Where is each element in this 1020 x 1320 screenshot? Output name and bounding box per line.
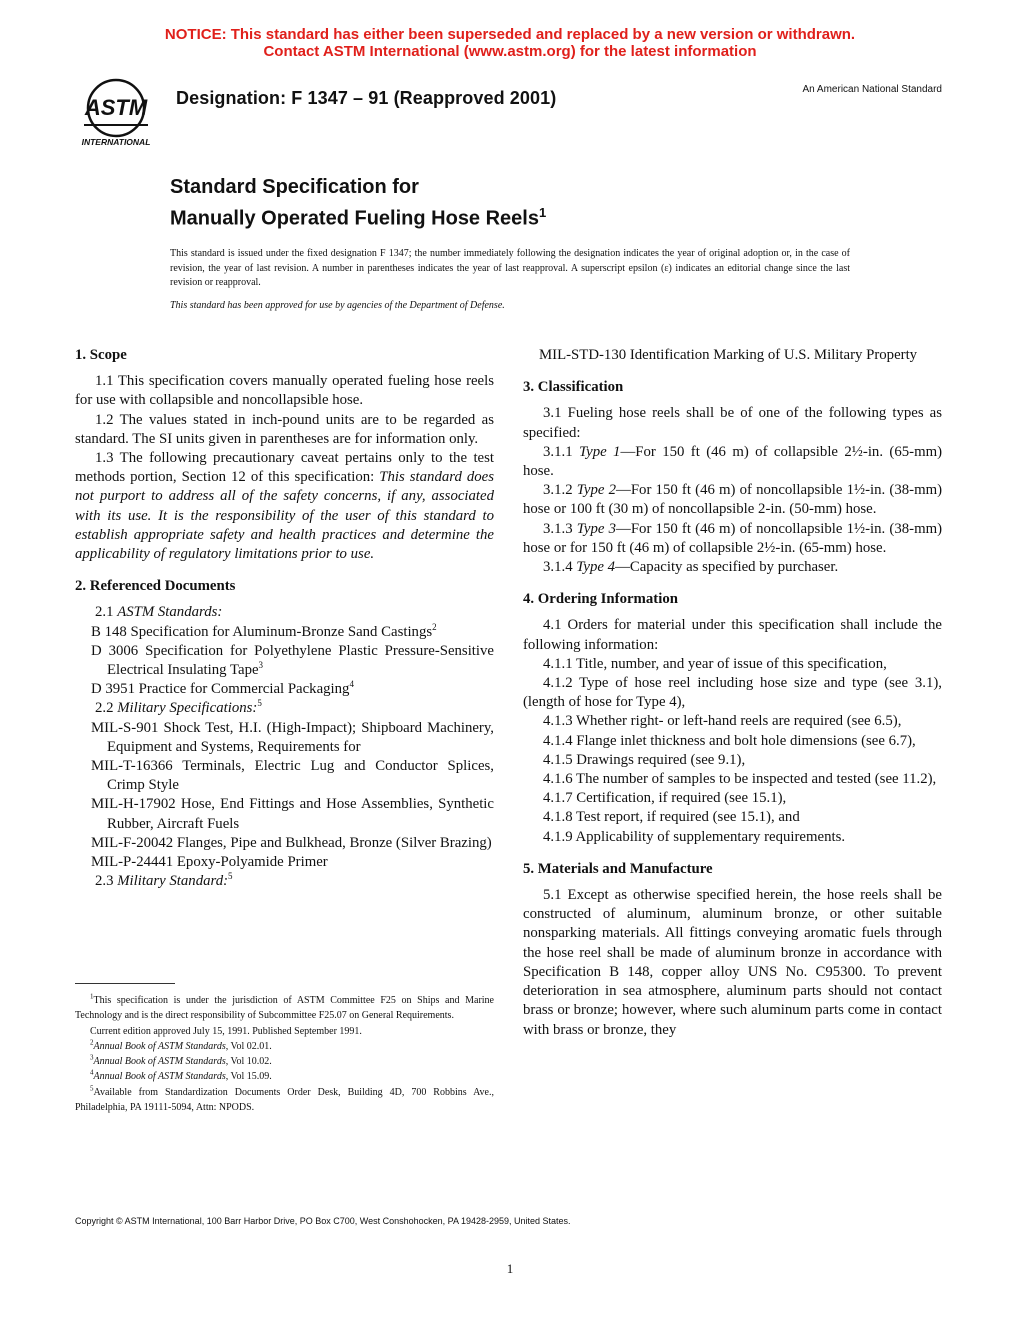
ref-mil-p-24441: MIL-P-24441 Epoxy-Polyamide Primer [91,854,328,871]
list-item: 4.1.3 Whether right- or left-hand reels are required (see 6.5), [543,713,902,730]
type-2-label: Type 2 [576,482,617,499]
ref-b148-text: B 148 Specification for Aluminum-Bronze Sand Castings [91,623,433,640]
list-item: 4.1.5 Drawings required (see 9.1), [543,751,746,768]
type-3-label: Type 3 [576,520,617,537]
type-4-text: —Capacity as specified by purchaser. [615,559,839,576]
footnote-2 [75,1039,494,1054]
type-2-text: —For 150 ft (46 m) of noncollapsible 1½-in. (38-mm) hose or 100 ft (30 m) of noncollapsible 2-in. (50-mm) hose. [523,482,943,518]
safety-caveat: This standard does not purport to address all of the safety concerns, if any, associated with its use. It is the responsibility of the user of this standard to establish appropriate safety and health practices and determine the applicability of regulatory limitations prior to use. [75,469,494,563]
subsection-2-1-num: 2.1 [95,604,118,621]
ref-b148 [75,623,494,642]
footnote-1 [75,993,494,1024]
ref-mil-h-17902: MIL-H-17902 Hose, End Fittings and Hose Assemblies, Synthetic Rubber, Aircraft Fuels [91,796,494,832]
footnote-5 [75,1085,494,1116]
subsection-2-2-label: Military Specifications: [117,700,258,717]
paragraph-1-1: 1.1 This specification covers manually operated fueling hose reels for use with collapsible and noncollapsible hose. [75,373,494,409]
astm-logo-icon [70,78,162,150]
type-2-num: 3.1.2 [543,482,577,499]
section-heading-classification: 3. Classification [523,379,624,396]
section-heading-ordering: 4. Ordering Information [523,591,678,608]
footnote-3-text: , Vol 10.02. [225,1056,272,1068]
subsection-2-3-sup: 5 [228,871,233,882]
ref-b148-sup: 2 [432,621,437,632]
footnote-1b: Current edition approved July 15, 1991. Published September 1991. [90,1025,362,1037]
subsection-2-3-label: Military Standard: [117,873,229,890]
ref-mil-s-901: MIL-S-901 Shock Test, H.I. (High-Impact); Shipboard Machinery, Equipment and Systems, Requirements for [91,719,494,755]
type-1-text: —For 150 ft (46 m) of collapsible 2½-in. (65-mm) hose. [523,443,943,480]
footnote-5-text: Available from Standardization Documents Order Desk, Building 4D, 700 Robbins Ave., Philadelphia, PA 19111-5094, Attn: NPODS. [75,1086,494,1114]
ref-d3006-sup: 3 [258,660,264,671]
page-number: 1 [506,1261,514,1276]
designation: Designation: F 1347 – 91 (Reapproved 2001) [176,88,557,108]
left-column [75,346,494,891]
type-1-label: Type 1 [579,443,621,460]
title-line-1: Standard Specification for [170,176,419,198]
footnote-1-text: This specification is under the jurisdiction of ASTM Committee F25 on Ships and Marine Technology and is the direct responsibility of Subcommittee F25.07 on General Requirements. [75,995,494,1022]
title-line-2-text: Manually Operated Fueling Hose Reels [170,207,539,230]
subsection-2-2-sup: 5 [257,698,262,709]
type-1-num: 3.1.1 [543,443,579,460]
ref-d3951 [75,680,494,699]
footnote-3 [75,1054,494,1069]
paragraph-1-3-lead: 1.3 The following precautionary caveat pertains only to the test methods portion, Section 12 of this specification: [75,450,494,486]
ref-mil-std-130: MIL-STD-130 Identification Marking of U.S. Military Property [539,347,918,363]
list-item: 4.1.8 Test report, if required (see 15.1), and [543,809,800,826]
title-footnote-ref: 1 [538,205,547,220]
footnote-5-mark: 5 [90,1084,94,1093]
footnote-2-mark: 2 [90,1038,94,1047]
ref-d3951-sup: 4 [349,679,354,690]
footnote-2-text: , Vol 02.01. [225,1040,272,1052]
section-heading-materials: 5. Materials and Manufacture [523,860,713,877]
footnote-3-mark: 3 [90,1053,94,1062]
notice-line-2: Contact ASTM International (www.astm.org) for the latest information [263,43,757,60]
notice-banner [0,26,1020,60]
type-1 [523,443,942,481]
footnote-4-text: , Vol 15.09. [225,1071,272,1083]
page-title [170,174,546,232]
paragraph-5-1: 5.1 Except as otherwise specified herein, the hose reels shall be constructed of aluminum, aluminum bronze, or other suitable nonsparking materials. All fittings conveying aromatic fuels through the hose reel shall be made of aluminum bronze in accordance with Specification B 148, copper alloy UNS No. C95300. To prevent deterioration in sea atmosphere, aluminum parts should not contact brass or bronze; however, where such aluminum parts come in contact with brass or bronze, they [523,887,942,1038]
list-item: 4.1.9 Applicability of supplementary requirements. [543,828,846,845]
subsection-2-1 [75,603,494,622]
paragraph-1-2: 1.2 The values stated in inch-pound units are to be regarded as standard. The SI units given in parentheses are for information only. [75,411,494,447]
ref-d3006 [75,642,494,680]
logo-subtext: INTERNATIONAL [81,137,151,147]
footnote-3-label: Annual Book of ASTM Standards [93,1056,226,1068]
footnote-2-label: Annual Book of ASTM Standards [93,1040,226,1052]
list-item: 4.1.4 Flange inlet thickness and bolt hole dimensions (see 6.7), [543,732,916,749]
issued-statement: This standard is issued under the fixed designation F 1347; the number immediately following the designation indicates the year of original adoption or, in the case of revision, the year of last revision. A number in parentheses indicates the year of last reapproval. A superscript epsilon (ε) indicates an editorial change since the last revision or reapproval. [170,248,850,288]
section-heading-scope: 1. Scope [75,347,127,363]
ref-d3951-text: D 3951 Practice for Commercial Packaging [91,681,350,698]
list-item: 4.1.1 Title, number, and year of issue of this specification, [543,655,887,672]
subsection-2-1-label: ASTM Standards: [117,604,223,621]
footnote-1-mark: 1 [90,992,94,1001]
footnote-4-mark: 4 [90,1069,94,1078]
footnotes [75,993,494,1115]
list-item: 4.1.6 The number of samples to be inspected and tested (see 11.2), [543,771,937,788]
type-3-num: 3.1.3 [543,520,577,537]
subsection-2-3-num: 2.3 [95,873,118,890]
footnote-divider [75,983,175,984]
ref-d3006-text: D 3006 Specification for Polyethylene Plastic Pressure-Sensitive Electrical Insulating Tape [91,642,494,679]
section-heading-referenced: 2. Referenced Documents [75,578,236,595]
list-item: 4.1.7 Certification, if required (see 15.1), [543,790,787,807]
logo-text: ASTM [84,95,148,120]
national-standard-label: An American National Standard [802,84,942,95]
ref-mil-t-16366: MIL-T-16366 Terminals, Electric Lug and Conductor Splices, Crimp Style [91,758,494,794]
paragraph-1-3 [75,449,494,564]
type-2 [523,481,942,519]
paragraph-3-1: 3.1 Fueling hose reels shall be of one of the following types as specified: [523,405,942,441]
title-line-2 [170,200,546,232]
subsection-2-3 [75,872,494,891]
type-4-label: Type 4 [576,559,616,576]
approved-statement: This standard has been approved for use by agencies of the Department of Defense. [170,300,505,311]
subsection-2-2 [75,699,494,718]
right-column [523,346,942,1040]
copyright: Copyright © ASTM International, 100 Barr Harbor Drive, PO Box C700, West Conshohocken, PA 19428-2959, United States. [75,1216,571,1226]
paragraph-4-1: 4.1 Orders for material under this specification shall include the following information: [523,617,942,653]
type-4 [523,558,942,577]
ref-mil-f-20042: MIL-F-20042 Flanges, Pipe and Bulkhead, Bronze (Silver Brazing) [91,834,492,851]
footnote-4 [75,1069,494,1084]
list-item: 4.1.2 Type of hose reel including hose size and type (see 3.1), (length of hose for Type 4), [523,675,942,711]
type-3-text: —For 150 ft (46 m) of noncollapsible 1½-in. (38-mm) hose or for 150 ft (46 m) of collapsible 2½-in. (65-mm) hose. [523,520,943,556]
footnote-4-label: Annual Book of ASTM Standards [93,1071,226,1083]
subsection-2-2-num: 2.2 [95,700,118,717]
notice-line-1: NOTICE: This standard has either been superseded and replaced by a new version or withdrawn. [164,26,856,43]
type-3 [523,520,942,558]
type-4-num: 3.1.4 [543,559,577,576]
